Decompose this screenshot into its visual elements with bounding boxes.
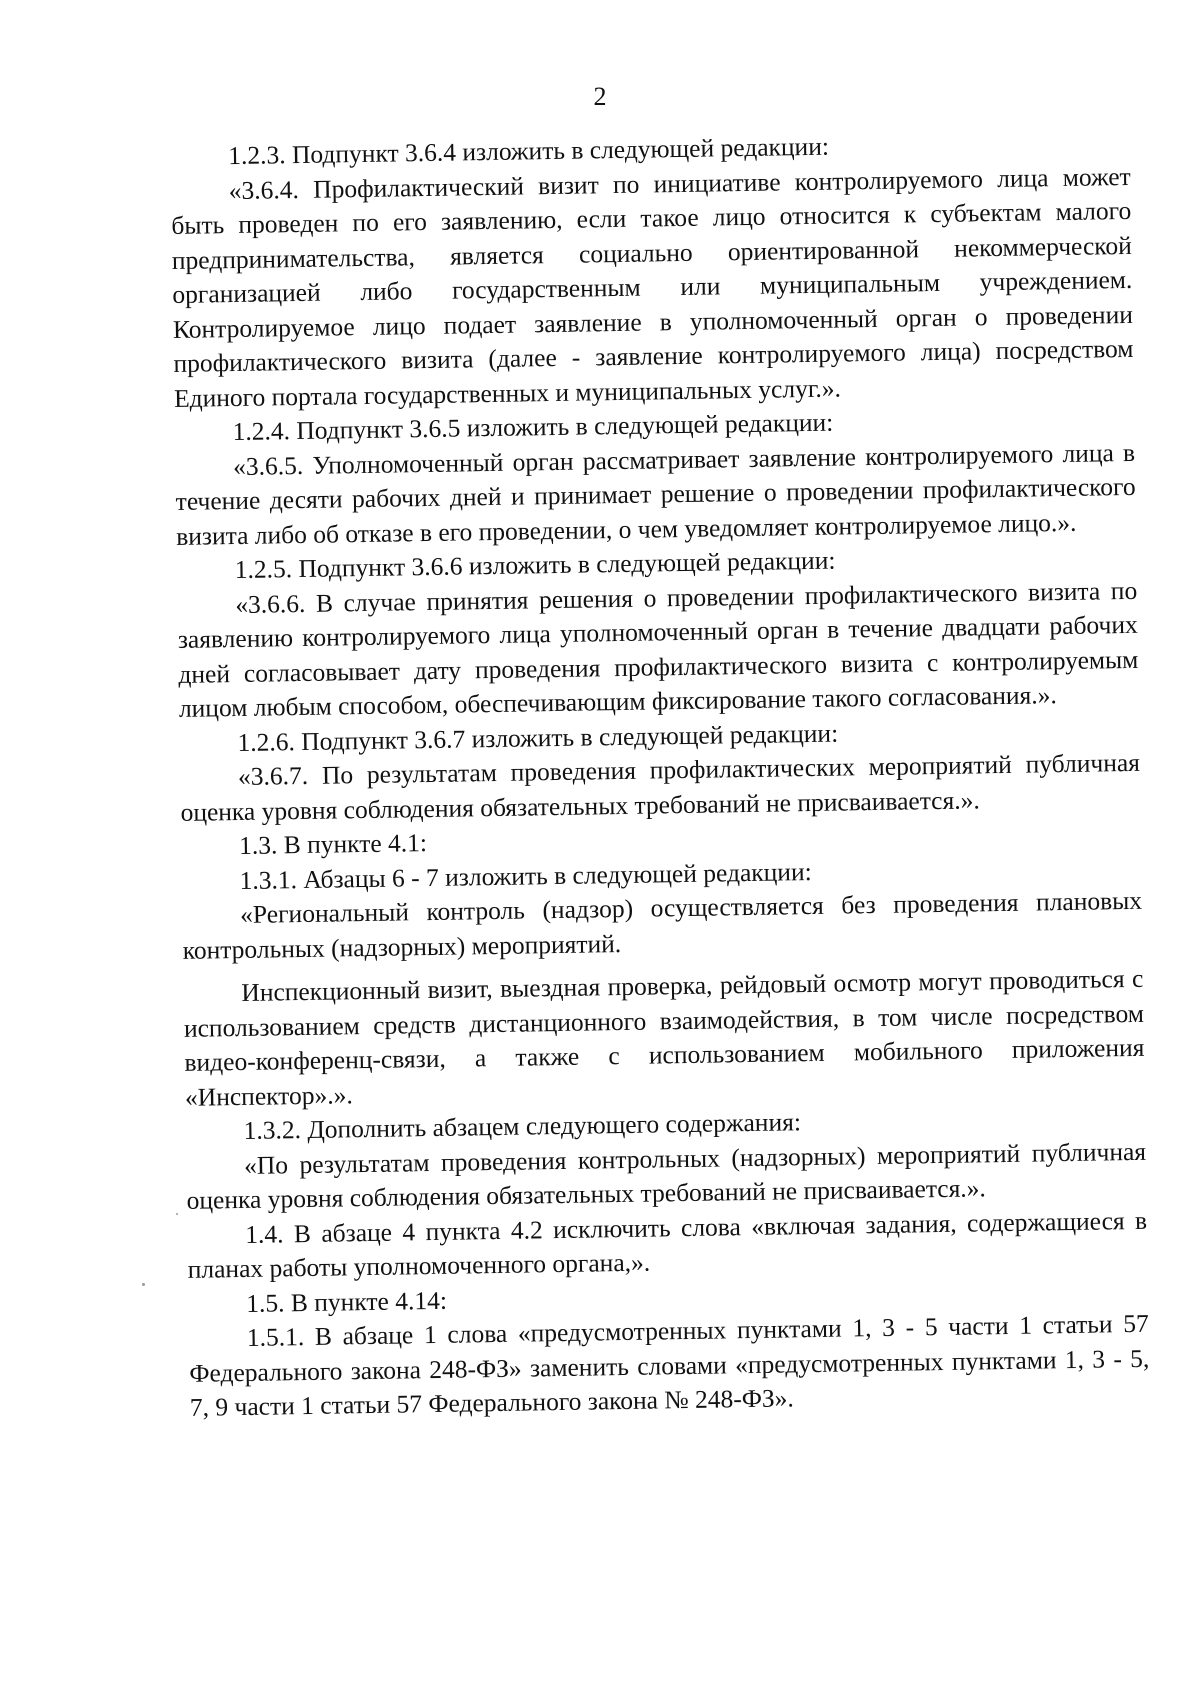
paragraph-regional-control: «Региональный контроль (надзор) осуществляется без проведения плановых контрольных (надзорных) мероприятий. <box>182 885 1143 965</box>
paragraph-1-2-6: 1.2.6. Подпункт 3.6.7 изложить в следующей редакции: <box>237 718 839 757</box>
paragraph-1-2-4: 1.2.4. Подпункт 3.6.5 изложить в следующей редакции: <box>232 407 834 447</box>
paragraph-public-assessment: «По результатам проведения контрольных (надзорных) мероприятий публичная оценка уровня соблюдения обязательных требований не присваивается.». <box>186 1136 1147 1215</box>
paragraph-1-5: 1.5. В пункте 4.14: <box>246 1285 448 1318</box>
page-number: 2 <box>593 82 607 111</box>
paragraph-1-2-3: 1.2.3. Подпункт 3.6.4 изложить в следующей редакции: <box>228 131 830 171</box>
paragraph-1-2-5: 1.2.5. Подпункт 3.6.6 изложить в следующей редакции: <box>234 545 836 585</box>
paragraph-1-3-1: 1.3.1. Абзацы 6 - 7 изложить в следующей редакции: <box>239 856 812 895</box>
paragraph-inspection-visit: Инспекционный визит, выездная проверка, рейдовый осмотр могут проводиться с использованием средств дистанционного взаимодействия, в том числе посредством видео-конференц-связи, а также с использованием мобильного приложения «Инспектор».». <box>183 963 1145 1112</box>
paragraph-1-3: 1.3. В пункте 4.1: <box>238 828 428 860</box>
paragraph-3-6-6: «3.6.6. В случае принятия решения о проведении профилактического визита по заявлению контролируемого лица уполномоченный орган в течение двадцати рабочих дней согласовывает дату проведения профилактического визита с контролируемым лицом любым способом, обеспечивающим фиксирование такого согласования.». <box>177 575 1139 723</box>
document-body <box>170 125 1150 1425</box>
paragraph-3-6-4: «3.6.4. Профилактический визит по инициативе контролируемого лица может быть проведен по его заявлению, если такое лицо относится к субъектам малого предпринимательства, является социально ориентированной некоммерческой организацией либо государственным или муниципальным учреждением. Контролируемое лицо подает заявление в уполномоченный орган о проведении профилактического визита (далее - заявление контролируемого лица) посредством Единого портала государственных и муниципальных услуг.». <box>171 161 1134 413</box>
scan-speck-margin <box>176 1213 178 1215</box>
paragraph-3-6-5: «3.6.5. Уполномоченный орган рассматривает заявление контролируемого лица в течение десяти рабочих дней и принимает решение о проведении профилактического визита либо об отказе в его проведении, о чем уведомляет контролируемое лицо.». <box>175 437 1136 551</box>
paragraph-1-5-1: 1.5.1. В абзаце 1 слова «предусмотренных пунктами 1, 3 - 5 части 1 статьи 57 Федерального закона 248-ФЗ» заменить словами «предусмотренных пунктами 1, 3 - 5, 7, 9 части 1 статьи 57 Федерального закона № 248-ФЗ». <box>189 1308 1150 1422</box>
scan-speck-left <box>142 1283 145 1286</box>
paragraph-3-6-7: «3.6.7. По результатам проведения профилактических мероприятий публичная оценка уровня соблюдения обязательных требований не присваивается.». <box>180 747 1141 827</box>
paragraph-1-3-2: 1.3.2. Дополнить абзацем следующего содержания: <box>243 1107 802 1145</box>
paragraph-1-4: 1.4. В абзаце 4 пункта 4.2 исключить слова «включая задания, содержащиеся в планах работы уполномоченного органа,». <box>187 1205 1148 1284</box>
